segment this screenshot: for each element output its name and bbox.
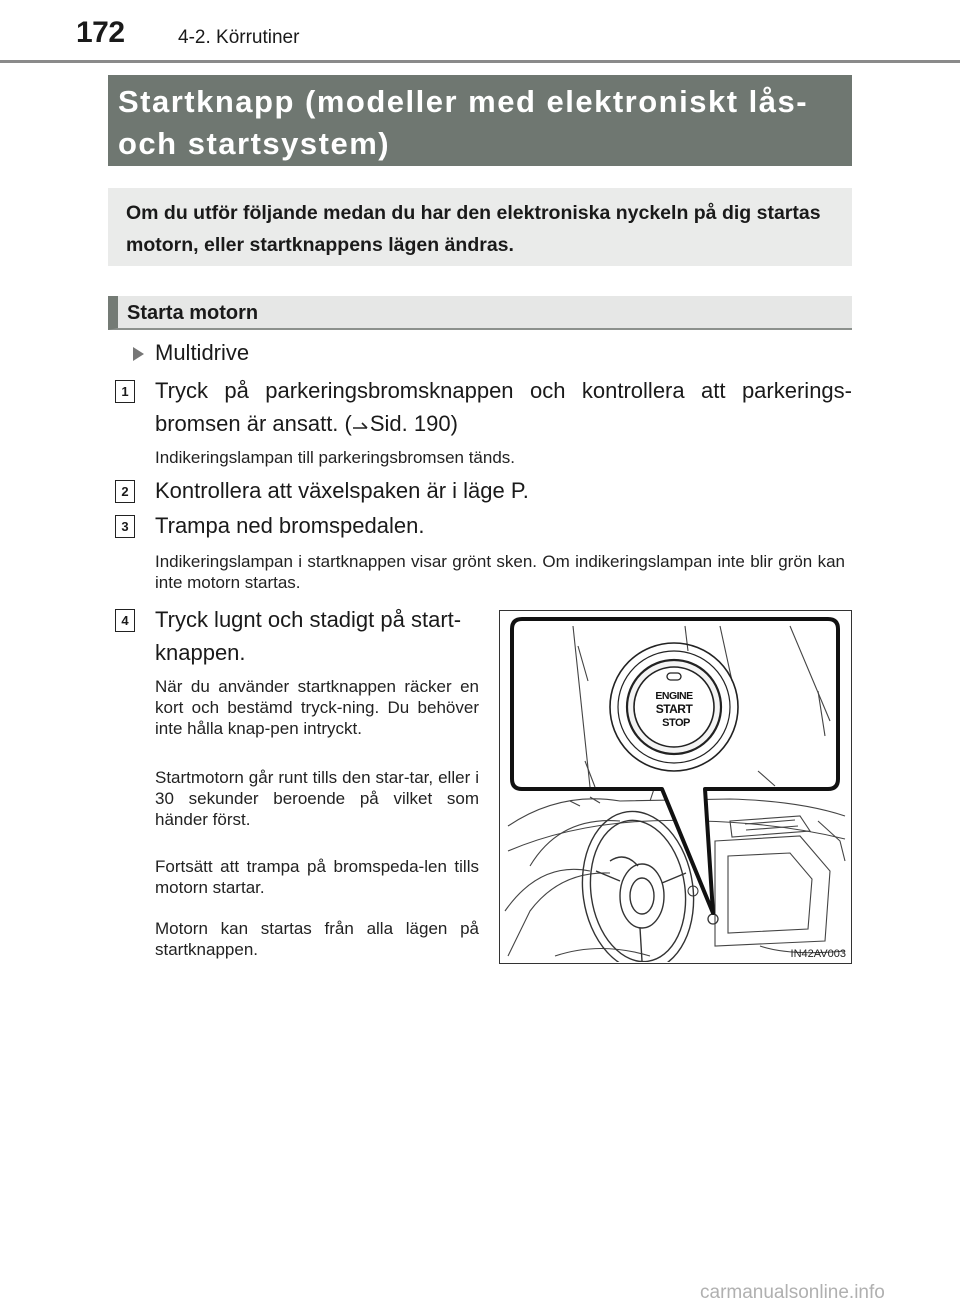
step-4-note-2: Startmotorn går runt tills den star-tar, eller i 30 sekunder beroende på vilket som händer först.: [155, 768, 479, 829]
bullet-label: Multidrive: [155, 340, 250, 365]
step-2-text: Kontrollera att växelspaken är i läge P.: [155, 478, 529, 503]
step-3-note: Indikeringslampan i startknappen visar grönt sken. Om indikeringslampan inte blir grön kan inte motorn startas.: [155, 552, 845, 592]
step-1-text: [155, 374, 852, 440]
step-4-note-3: Fortsätt att trampa på bromspeda-len tills motorn startar.: [155, 857, 479, 897]
button-label-line-1: ENGINE: [655, 690, 693, 702]
illustration-code: IN42AV003: [790, 948, 846, 960]
step-number-3: 3: [115, 515, 135, 538]
page-number: 172: [76, 16, 125, 49]
subheading: Starta motorn: [108, 296, 852, 330]
step-1-text-end: ): [450, 411, 458, 436]
step-4-note-4: Motorn kan startas från alla lägen på startknappen.: [155, 919, 479, 959]
step-4-note-1: När du använder startknappen räcker en kort och bestämd tryck-ning. Du behöver inte hålla knap-pen intryckt.: [155, 677, 479, 738]
button-label-line-2: START: [655, 702, 693, 716]
step-number-4: 4: [115, 609, 135, 632]
triangle-bullet-icon: [133, 347, 144, 361]
step-number-1: 1: [115, 380, 135, 403]
step-3-text: Trampa ned bromspedalen.: [155, 513, 425, 538]
page-reference-link[interactable]: Sid. 190: [369, 411, 451, 436]
illustration-start-button: [499, 610, 852, 964]
step-1-note: Indikeringslampan till parkeringsbromsen tänds.: [155, 448, 516, 467]
section-title: 4-2. Körrutiner: [178, 27, 300, 48]
header-divider: [0, 60, 960, 63]
button-label-line-3: STOP: [662, 717, 690, 729]
step-1-text-main: Tryck på parkeringsbromsknappen och kontrollera att parkerings-bromsen är ansatt. (: [155, 378, 852, 436]
intro-box: Om du utför följande medan du har den elektroniska nyckeln på dig startas motorn, eller startknappens lägen ändras.: [108, 188, 852, 266]
page-title: Startknapp (modeller med elektroniskt lås- och startsystem): [108, 75, 852, 166]
step-4-text: Tryck lugnt och stadigt på start-knappen.: [155, 607, 462, 665]
dashboard-illustration: [500, 611, 850, 962]
step-number-2: 2: [115, 480, 135, 503]
footer-watermark: carmanualsonline.info: [700, 1282, 885, 1303]
page-reference-arrow-icon: [352, 419, 370, 431]
